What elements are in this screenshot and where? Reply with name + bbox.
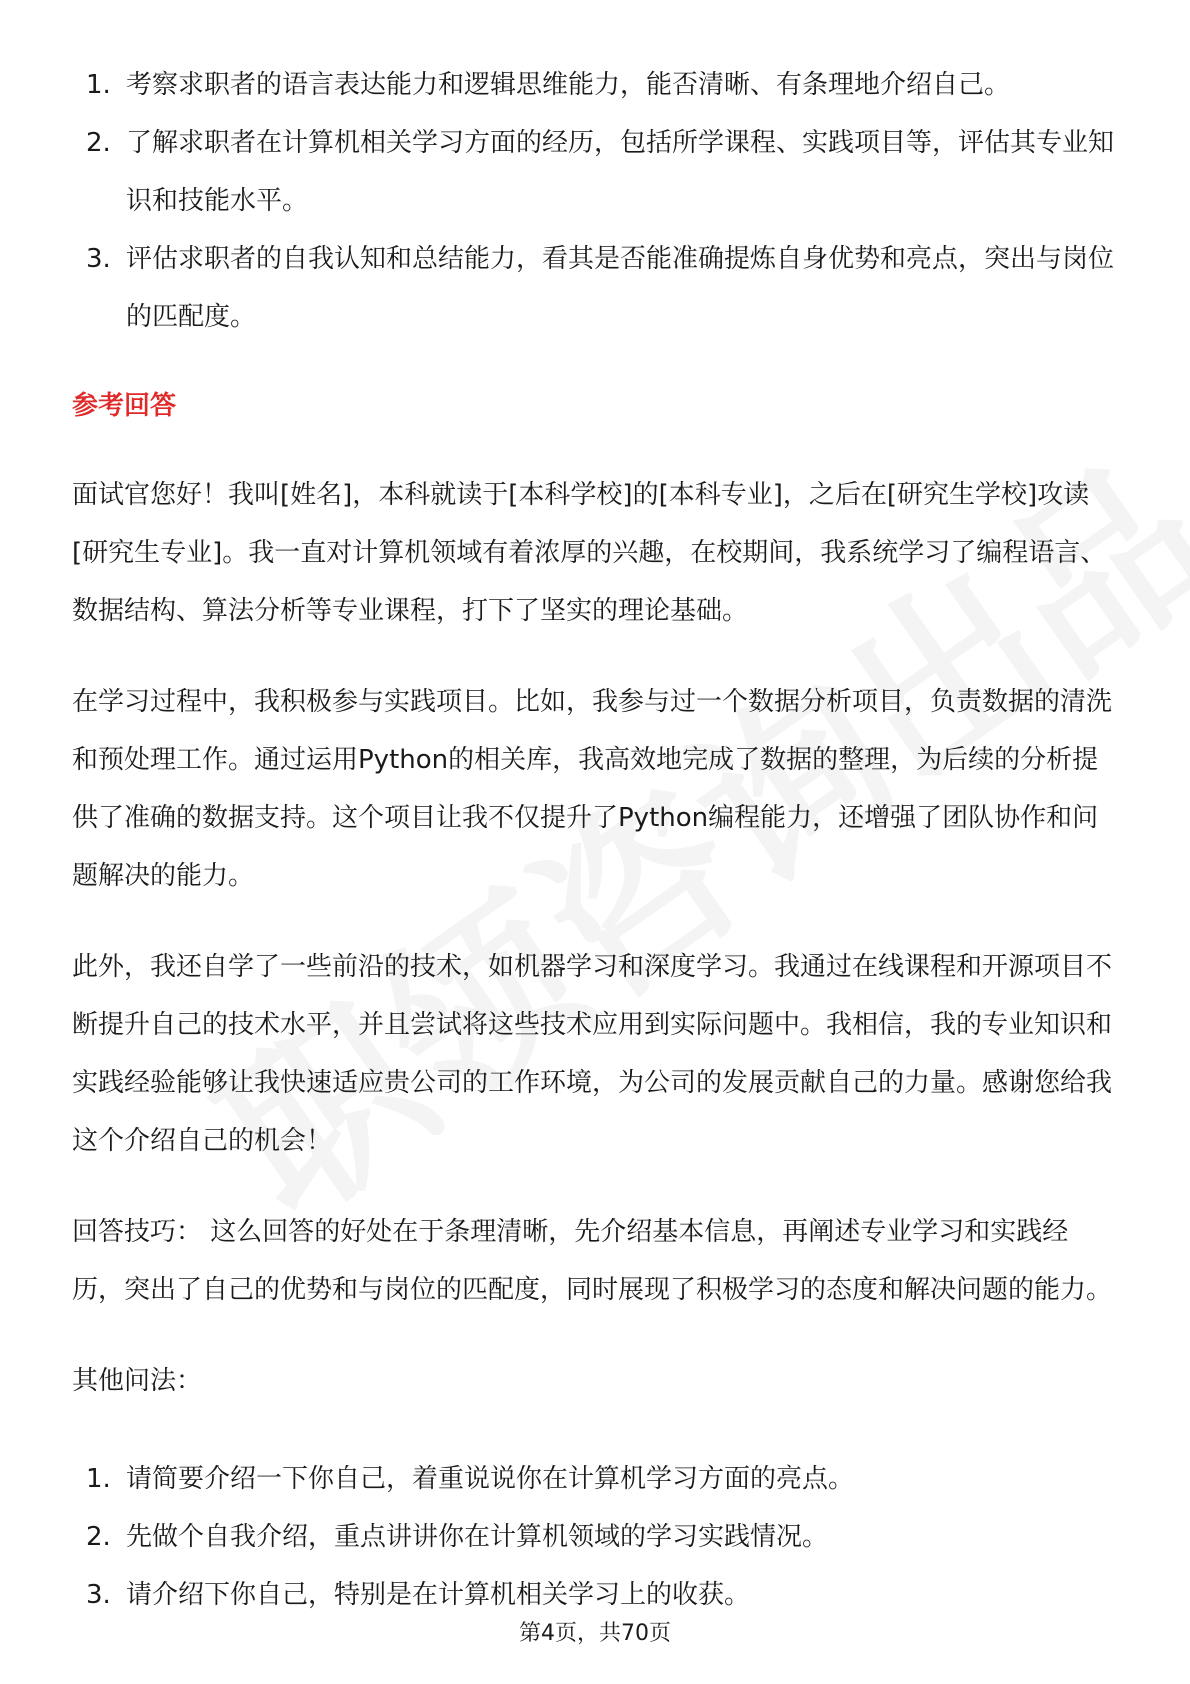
page-number-footer: 第4页，共70页 (519, 1621, 671, 1646)
other-questions-list (72, 1450, 1118, 1624)
list-number: 1. (86, 70, 111, 100)
list-item (72, 114, 1118, 230)
list-number: 1. (86, 1464, 111, 1494)
list-item-text: 请介绍下你自己，特别是在计算机相关学习上的收获。 (126, 1580, 751, 1610)
other-questions-heading: 其他问法： (72, 1366, 203, 1396)
list-item (72, 1450, 1118, 1508)
answer-paragraph: 此外，我还自学了一些前沿的技术，如机器学习和深度学习。我通过在线课程和开源项目不断提升自己的技术水平，并且尝试将这些技术应用到实际问题中。我相信，我的专业知识和实践经验能够让我快速适应贵公司的工作环境，为公司的发展贡献自己的力量。感谢您给我这个介绍自己的机会！ (72, 952, 1113, 1156)
reference-answer-heading: 参考回答 (72, 391, 177, 421)
list-item-text: 请简要介绍一下你自己，着重说说你在计算机学习方面的亮点。 (126, 1464, 855, 1494)
answer-paragraph: 面试官您好！我叫[姓名]，本科就读于[本科学校]的[本科专业]，之后在[研究生学校]攻读[研究生专业]。我一直对计算机领域有着浓厚的兴趣，在校期间，我系统学习了编程语言、数据结构、算法分析等专业课程，打下了坚实的理论基础。 (72, 480, 1107, 626)
list-number: 2. (86, 128, 111, 158)
list-number: 2. (86, 1522, 111, 1552)
evaluation-points-list (72, 56, 1118, 346)
list-number: 3. (86, 1580, 111, 1610)
list-item-text: 了解求职者在计算机相关学习方面的经历，包括所学课程、实践项目等，评估其专业知识和技能水平。 (126, 128, 1115, 216)
list-item (72, 1508, 1118, 1566)
list-item (72, 56, 1118, 114)
list-item (72, 230, 1118, 346)
list-item-text: 评估求职者的自我认知和总结能力，看其是否能准确提炼自身优势和亮点，突出与岗位的匹配度。 (126, 244, 1115, 332)
list-item-text: 考察求职者的语言表达能力和逻辑思维能力，能否清晰、有条理地介绍自己。 (126, 70, 1011, 100)
list-number: 3. (86, 244, 111, 274)
list-item-text: 先做个自我介绍，重点讲讲你在计算机领域的学习实践情况。 (126, 1522, 829, 1552)
answer-paragraph: 在学习过程中，我积极参与实践项目。比如，我参与过一个数据分析项目，负责数据的清洗和预处理工作。通过运用Python的相关库，我高效地完成了数据的整理，为后续的分析提供了准确的数据支持。这个项目让我不仅提升了Python编程能力，还增强了团队协作和问题解决的能力。 (72, 687, 1113, 891)
page-content (72, 56, 1118, 1624)
answer-tips: 回答技巧： 这么回答的好处在于条理清晰，先介绍基本信息，再阐述专业学习和实践经历，突出了自己的优势和与岗位的匹配度，同时展现了积极学习的态度和解决问题的能力。 (72, 1217, 1113, 1305)
